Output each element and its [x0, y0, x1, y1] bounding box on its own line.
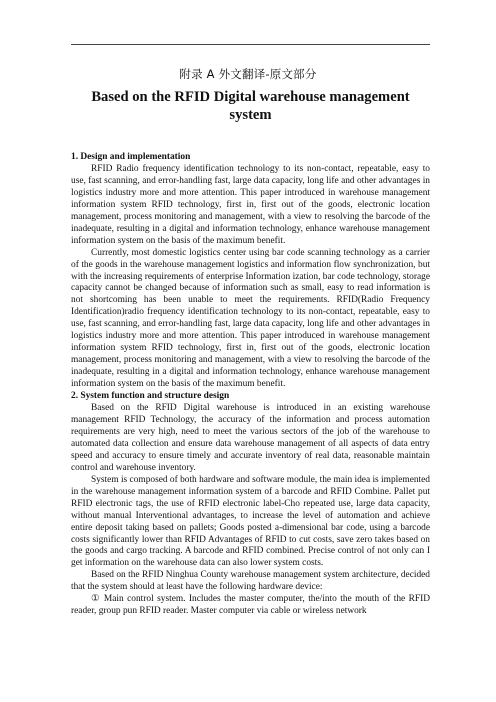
header-rule	[71, 44, 430, 45]
document-body	[71, 152, 430, 618]
section-heading-design: 1. Design and implementation	[71, 152, 191, 162]
appendix-heading: 附录 A 外文翻译-原文部分	[179, 67, 317, 81]
document-title: Based on the RFID Digital warehouse management system	[91, 89, 410, 123]
section-heading-system-function: 2. System function and structure design	[71, 391, 230, 402]
list-item-main-control: ① Main control system. Includes the master computer, the/into the mouth of the RFID reader, group pun RFID reader. Master computer via cable or wireless network	[71, 594, 430, 617]
paragraph: System is composed of both hardware and software module, the main idea is implemented in the warehouse management information system of a barcode and RFID Combine. Pallet put RFID electronic tags, the use of RFID electronic label-Cho repeated use, large data capacity, without manual Interventional advantages, to increase the level of automation and achieve entire deposit taking based on pallets; Goods posted a-dimensional bar code, using a barcode costs significantly lower than RFID Advantages of RFID to cut costs, save zero takes based on the goods and cargo tracking. A barcode and RFID combined. Precise control of not only can I get information on the warehouse data can also lower system costs.	[71, 474, 430, 569]
paragraph: Based on the RFID Digital warehouse is introduced in an existing warehouse management RFID Technology, the accuracy of the information and process automation requirements are very high, need to meet the various sectors of the job of the warehouse to automated data collection and ensure data warehouse management of all aspects of data entry speed and accuracy to ensure timely and accurate inventory of real data, reasonable maintain control and warehouse inventory.	[71, 403, 430, 473]
paragraph: RFID Radio frequency identification technology to its non-contact, repeatable, easy to use, fast scanning, and error-handling fast, large data capacity, long life and other advantages in logistics industry more and more attention. This paper introduced in warehouse management information system RFID technology, first in, first out of the goods, electronic location management, process monitoring and management, with a view to resolving the barcode of the inadequate, resulting in a digital and information technology, enhance warehouse management information system on the basis of the maximum benefit.	[71, 163, 430, 246]
paragraph: Based on the RFID Ninghua County warehouse management system architecture, decided that the system should at least have the following hardware device:	[71, 570, 430, 593]
paragraph: Currently, most domestic logistics center using bar code scanning technology as a carrier of the goods in the warehouse management logistics and information flow synchronization, but with the increasing requirements of enterprise Information ization, bar code technology, storage capacity cannot be changed because of information such as small, easy to read information is not shortcoming has been unable to meet the requirements. RFID(Radio Frequency Identification)radio frequency identification technology to its non-contact, repeatable, easy to use, fast scanning, and error-handling fast, large data capacity, long life and other advantages in logistics industry more and more attention. This paper introduced in warehouse management information system RFID technology, first in, first out of the goods, electronic location management, process monitoring and management, with a view to resolving the barcode of the inadequate, resulting in a digital and information technology, enhance warehouse management information system on the basis of the maximum benefit.	[71, 247, 430, 390]
